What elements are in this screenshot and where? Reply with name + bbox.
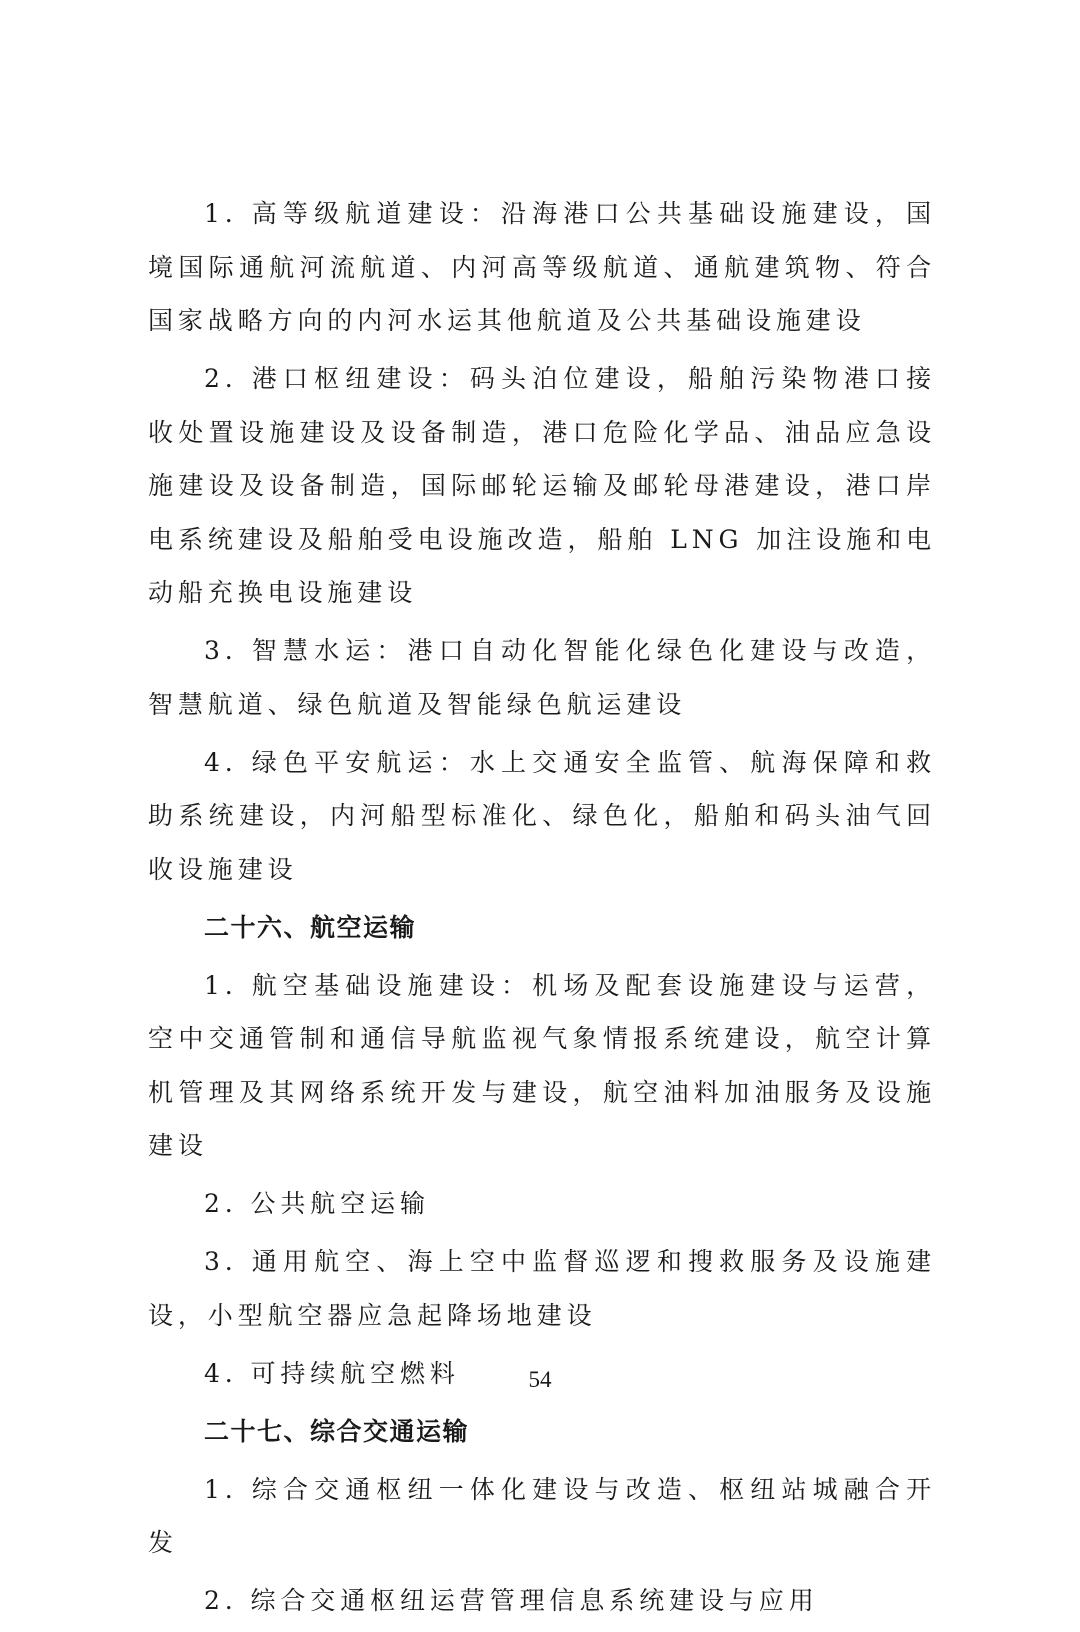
item-sustainable-aviation-fuel: 4. 可持续航空燃料 [204, 1358, 460, 1388]
item-general-aviation: 3. 通用航空、海上空中监督巡逻和搜救服务及设施建设，小型航空器应急起降场地建设 [148, 1247, 936, 1330]
item-green-safe-shipping: 4. 绿色平安航运：水上交通安全监管、航海保障和救助系统建设，内河船型标准化、绿色化，船舶和码头油气回收设施建设 [148, 747, 936, 884]
section-heading-integrated-transport: 二十七、综合交通运输 [204, 1416, 470, 1446]
item-public-air-transport: 2. 公共航空运输 [204, 1189, 430, 1218]
item-hub-information-system: 2. 综合交通枢纽运营管理信息系统建设与应用 [204, 1586, 819, 1615]
item-aviation-infrastructure: 1. 航空基础设施建设：机场及配套设施建设与运营，空中交通管制和通信导航监视气象情报系统建设，航空计算机管理及其网络系统开发与建设，航空油料加油服务及设施建设 [148, 970, 936, 1160]
document-body [148, 187, 936, 1632]
section-heading-aviation: 二十六、航空运输 [204, 912, 417, 942]
page-number: 54 [528, 1367, 552, 1392]
item-port-hub-construction: 2. 港口枢纽建设：码头泊位建设，船舶污染物港口接收处置设施建设及设备制造，港口危险化学品、油品应急设施建设及设备制造，国际邮轮运输及邮轮母港建设，港口岸电系统建设及船舶受电设施改造，船舶 LNG 加注设施和电动船充换电设施建设 [148, 364, 936, 607]
item-hub-integration: 1. 综合交通枢纽一体化建设与改造、枢纽站城融合开发 [148, 1474, 936, 1557]
item-smart-water-transport: 3. 智慧水运：港口自动化智能化绿色化建设与改造，智慧航道、绿色航道及智能绿色航运建设 [148, 636, 936, 719]
item-waterway-construction: 1. 高等级航道建设：沿海港口公共基础设施建设，国境国际通航河流航道、内河高等级航道、通航建筑物、符合国家战略方向的内河水运其他航道及公共基础设施建设 [148, 199, 936, 335]
